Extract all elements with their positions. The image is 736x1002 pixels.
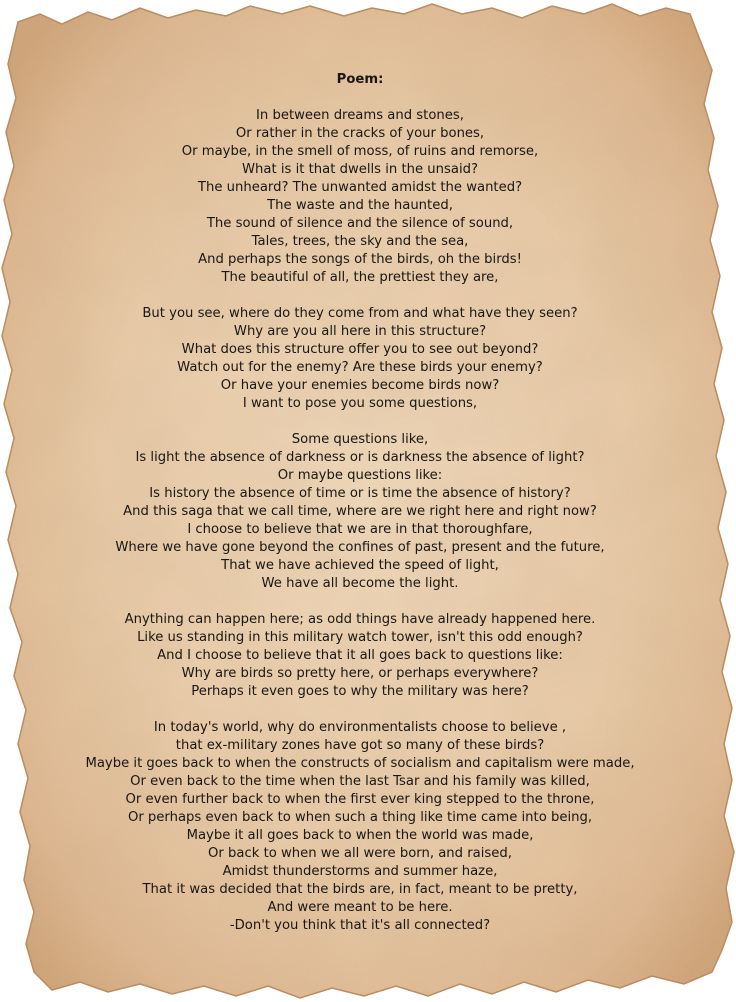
poem-line: What is it that dwells in the unsaid? [242,162,478,177]
poem-line: Or have your enemies become birds now? [220,378,500,393]
poem-line: In between dreams and stones, [256,108,464,123]
poem-line: Or even further back to when the first ever king stepped to the throne, [125,792,595,807]
poem-line: What does this structure offer you to see out beyond? [181,342,539,357]
poem-title: Poem: [336,72,384,87]
poem-line: Like us standing in this military watch tower, isn't this odd enough? [137,630,583,645]
poem-line: And this saga that we call time, where are we right here and right now? [123,504,597,519]
poem-line: The waste and the haunted, [267,198,453,213]
poem-line: Maybe it all goes back to when the world was made, [186,828,534,843]
poem-line: That it was decided that the birds are, in fact, meant to be pretty, [142,882,578,897]
poem-line: The unheard? The unwanted amidst the wanted? [197,180,523,195]
poem-line: Or maybe, in the smell of moss, of ruins and remorse, [181,144,539,159]
poem [0,71,720,953]
poem-line: Or rather in the cracks of your bones, [235,126,485,141]
poem-body [0,107,720,935]
poem-line: Where we have gone beyond the confines of past, present and the future, [115,540,605,555]
poem-line: -Don't you think that it's all connected? [229,918,491,933]
poem-stanza [0,611,720,701]
poem-line: I want to pose you some questions, [242,396,478,411]
poem-line: Why are you all here in this structure? [233,324,487,339]
poem-line: The sound of silence and the silence of sound, [206,216,514,231]
poem-line: Amidst thunderstorms and summer haze, [222,864,498,879]
poem-line: That we have achieved the speed of light, [221,558,499,573]
poem-line: We have all become the light. [261,576,459,591]
poem-line: that ex-military zones have got so many of these birds? [175,738,545,753]
poem-line: Or back to when we all were born, and raised, [208,846,512,861]
poem-line: Or maybe questions like: [277,468,443,483]
poem-line: Some questions like, [291,432,429,447]
poem-line: Is light the absence of darkness or is darkness the absence of light? [135,450,585,465]
poem-line: Perhaps it even goes to why the military was here? [191,684,529,699]
poem-line: Or perhaps even back to when such a thing like time came into being, [127,810,593,825]
poem-line: Or even back to the time when the last Tsar and his family was killed, [130,774,590,789]
poem-line: And I choose to believe that it all goes back to questions like: [157,648,563,663]
poem-line: I choose to believe that we are in that thoroughfare, [187,522,533,537]
poem-line: Anything can happen here; as odd things have already happened here. [124,612,596,627]
poem-line: Watch out for the enemy? Are these birds your enemy? [177,360,543,375]
poem-line: Is history the absence of time or is time the absence of history? [149,486,571,501]
poem-stanza [0,431,720,593]
poem-line: The beautiful of all, the prettiest they are, [221,270,499,285]
poem-line: In today's world, why do environmentalists choose to believe , [153,720,567,735]
poem-stanza [0,107,720,287]
poem-line: And were meant to be here. [267,900,453,915]
poem-line: Why are birds so pretty here, or perhaps everywhere? [181,666,539,681]
poem-line: Tales, trees, the sky and the sea, [251,234,469,249]
poem-line: Maybe it goes back to when the constructs of socialism and capitalism were made, [85,756,635,771]
poem-line: But you see, where do they come from and what have they seen? [142,306,578,321]
poem-stanza [0,719,720,935]
poem-stanza [0,305,720,413]
poem-line: And perhaps the songs of the birds, oh the birds! [198,252,522,267]
